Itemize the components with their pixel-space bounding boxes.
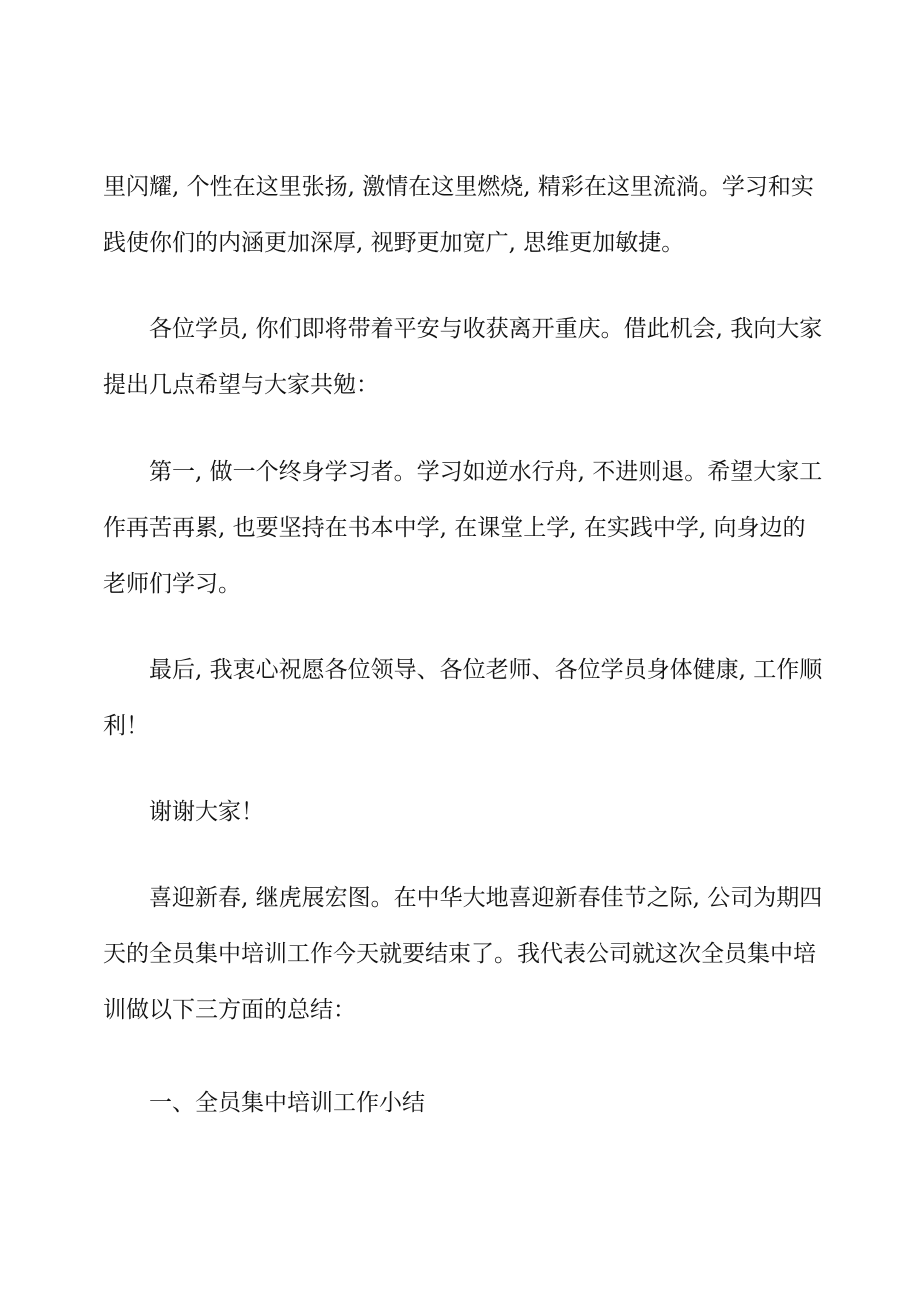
paragraph-trainees-address-line-1: 各位学员, 你们即将带着平安与收获离开重庆。借此机会, 我向大家 [149,316,823,342]
paragraph-first-hope-line-1: 第一, 做一个终身学习者。学习如逆水行舟, 不进则退。希望大家工 [149,459,823,485]
paragraph-first-hope-line-3: 老师们学习。 [103,571,241,597]
paragraph-new-year-summary-line-2: 天的全员集中培训工作今天就要结束了。我代表公司就这次全员集中培 [103,941,816,967]
paragraph-continuation-line-1: 里闪耀, 个性在这里张扬, 激情在这里燃烧, 精彩在这里流淌。学习和实 [103,174,814,200]
paragraph-final-wishes-line-1: 最后, 我衷心祝愿各位领导、各位老师、各位学员身体健康, 工作顺 [149,657,823,683]
paragraph-new-year-summary-line-1: 喜迎新春, 继虎展宏图。在中华大地喜迎新春佳节之际, 公司为期四 [149,885,823,911]
paragraph-trainees-address-line-2: 提出几点希望与大家共勉： [103,372,379,398]
section-heading: 一、全员集中培训工作小结 [149,1090,425,1116]
paragraph-final-wishes-line-2: 利！ [103,713,149,739]
paragraph-first-hope-line-2: 作再苦再累, 也要坚持在书本中学, 在课堂上学, 在实践中学, 向身边的 [103,515,806,541]
paragraph-new-year-summary-line-3: 训做以下三方面的总结： [103,997,356,1023]
paragraph-thanks: 谢谢大家！ [149,799,264,825]
paragraph-continuation-line-2: 践使你们的内涵更加深厚, 视野更加宽广, 思维更加敏捷。 [103,230,685,256]
